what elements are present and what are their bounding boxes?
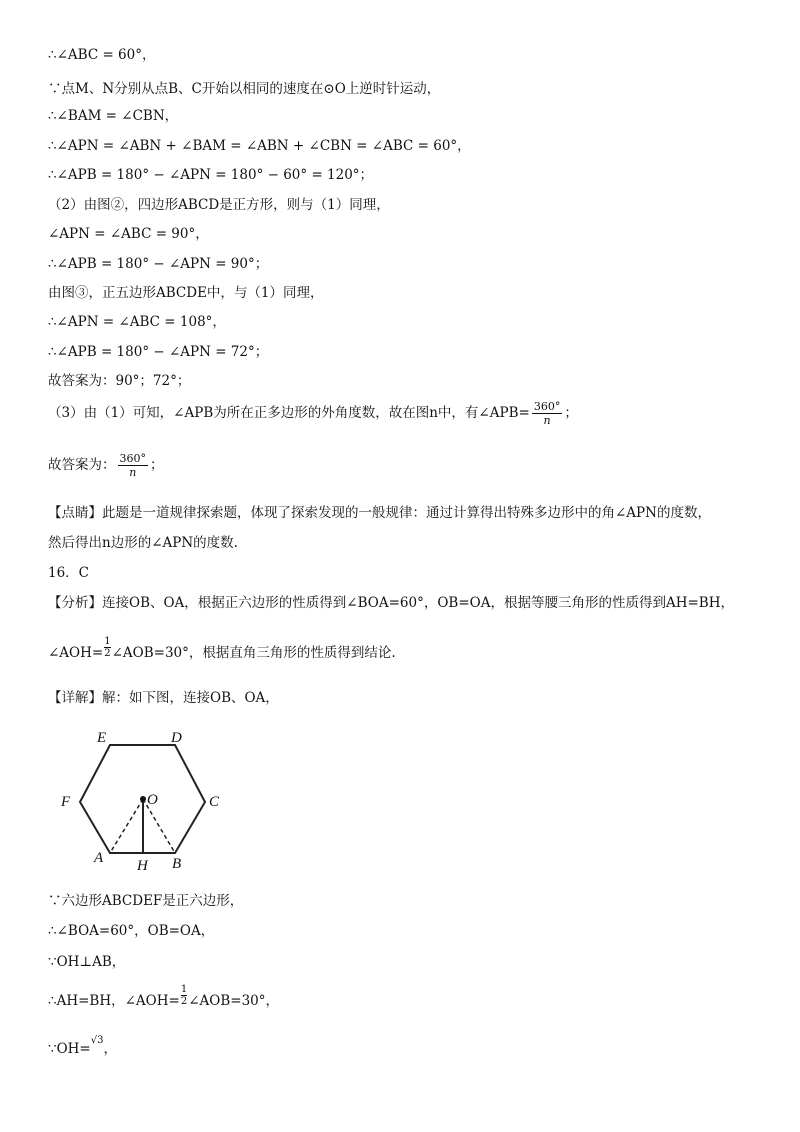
hexagon-figure — [55, 722, 240, 877]
fraction — [532, 400, 563, 427]
proof-line-4 — [48, 984, 280, 1013]
sqrt-three: √3 — [90, 1035, 104, 1046]
answer-tail: ； — [150, 457, 164, 473]
detail-line-1: 【详解】解：如下图，连接OB、OA， — [48, 690, 279, 706]
line-5: ∴∠APB = 180° − ∠APN = 180° − 60° = 120°； — [48, 167, 374, 183]
half-denominator: 2 — [180, 996, 188, 1007]
line-10: ∴∠APN = ∠ABC = 108°， — [48, 314, 226, 330]
line-2: ∵点M、N分别从点B、C开始以相同的速度在⊙O上逆时针运动， — [48, 81, 441, 97]
question-16-label: 16．C — [48, 565, 90, 581]
part3-tail: ； — [564, 405, 578, 421]
line-3: ∴∠BAM = ∠CBN， — [48, 108, 179, 124]
proof-line-1: ∵六边形ABCDEF是正六边形， — [48, 893, 244, 909]
line-6: （2）由图②，四边形ABCD是正方形，则与（1）同理， — [48, 197, 390, 213]
comment-line-1: 【点睛】此题是一道规律探索题，体现了探索发现的一般规律：通过计算得出特殊多边形中的角∠APN的度数， — [48, 505, 711, 521]
comment-line-2: 然后得出n边形的∠APN的度数. — [48, 535, 238, 551]
label-h: H — [137, 858, 148, 874]
label-d: D — [171, 730, 182, 746]
proof-line-2: ∴∠BOA=60°，OB=OA， — [48, 923, 215, 939]
center-point — [140, 796, 146, 802]
half-fraction — [181, 984, 187, 1007]
half-denominator: 2 — [104, 648, 111, 659]
answer-text: 故答案为： — [48, 457, 116, 473]
line-8: ∴∠APB = 180° − ∠APN = 90°； — [48, 256, 269, 272]
half-fraction — [104, 636, 110, 659]
fraction-denominator: n — [129, 466, 137, 479]
analysis-line-1: 【分析】连接OB、OA，根据正六边形的性质得到∠BOA=60°，OB=OA，根据等腰三角形的性质得到AH=BH， — [48, 595, 734, 611]
label-a: A — [94, 850, 104, 866]
proof-line-4-start: ∴AH=BH，∠AOH= — [48, 993, 180, 1009]
half-numerator: 1 — [104, 636, 111, 647]
proof-line-4-end: ∠AOB=30°， — [188, 993, 280, 1009]
fraction-numerator: 360° — [119, 452, 146, 465]
line-9: 由图③，正五边形ABCDE中，与（1）同理， — [48, 285, 324, 301]
fraction-denominator: n — [543, 414, 551, 427]
label-o: O — [147, 792, 158, 808]
proof-line-5 — [48, 1035, 117, 1060]
line-1: ∴∠ABC = 60°， — [48, 47, 156, 63]
part3-line — [48, 400, 578, 427]
segment-oa — [110, 799, 143, 853]
proof-line-5-end: ， — [103, 1041, 117, 1057]
part3-text: （3）由（1）可知，∠APB为所在正多边形的外角度数，故在图n中，有∠APB= — [48, 405, 530, 421]
analysis-line-2-end: ∠AOB=30°，根据直角三角形的性质得到结论. — [111, 645, 396, 661]
line-4: ∴∠APN = ∠ABN + ∠BAM = ∠ABN + ∠CBN = ∠ABC = 60°， — [48, 138, 471, 154]
line-12: 故答案为：90°；72°； — [48, 373, 191, 389]
proof-line-3: ∵OH⊥AB， — [48, 954, 126, 970]
analysis-line-2-start: ∠AOH= — [48, 645, 104, 661]
label-e: E — [97, 730, 107, 746]
label-f: F — [61, 794, 71, 810]
label-b: B — [172, 856, 182, 872]
half-numerator: 1 — [180, 984, 188, 995]
fraction-numerator: 360° — [533, 400, 561, 413]
label-c: C — [209, 794, 220, 810]
line-7: ∠APN = ∠ABC = 90°， — [48, 226, 209, 242]
line-11: ∴∠APB = 180° − ∠APN = 72°； — [48, 344, 269, 360]
analysis-line-2 — [48, 636, 396, 665]
fraction — [118, 452, 149, 479]
proof-line-5-start: ∵OH= — [48, 1041, 91, 1057]
answer-line — [48, 452, 164, 479]
